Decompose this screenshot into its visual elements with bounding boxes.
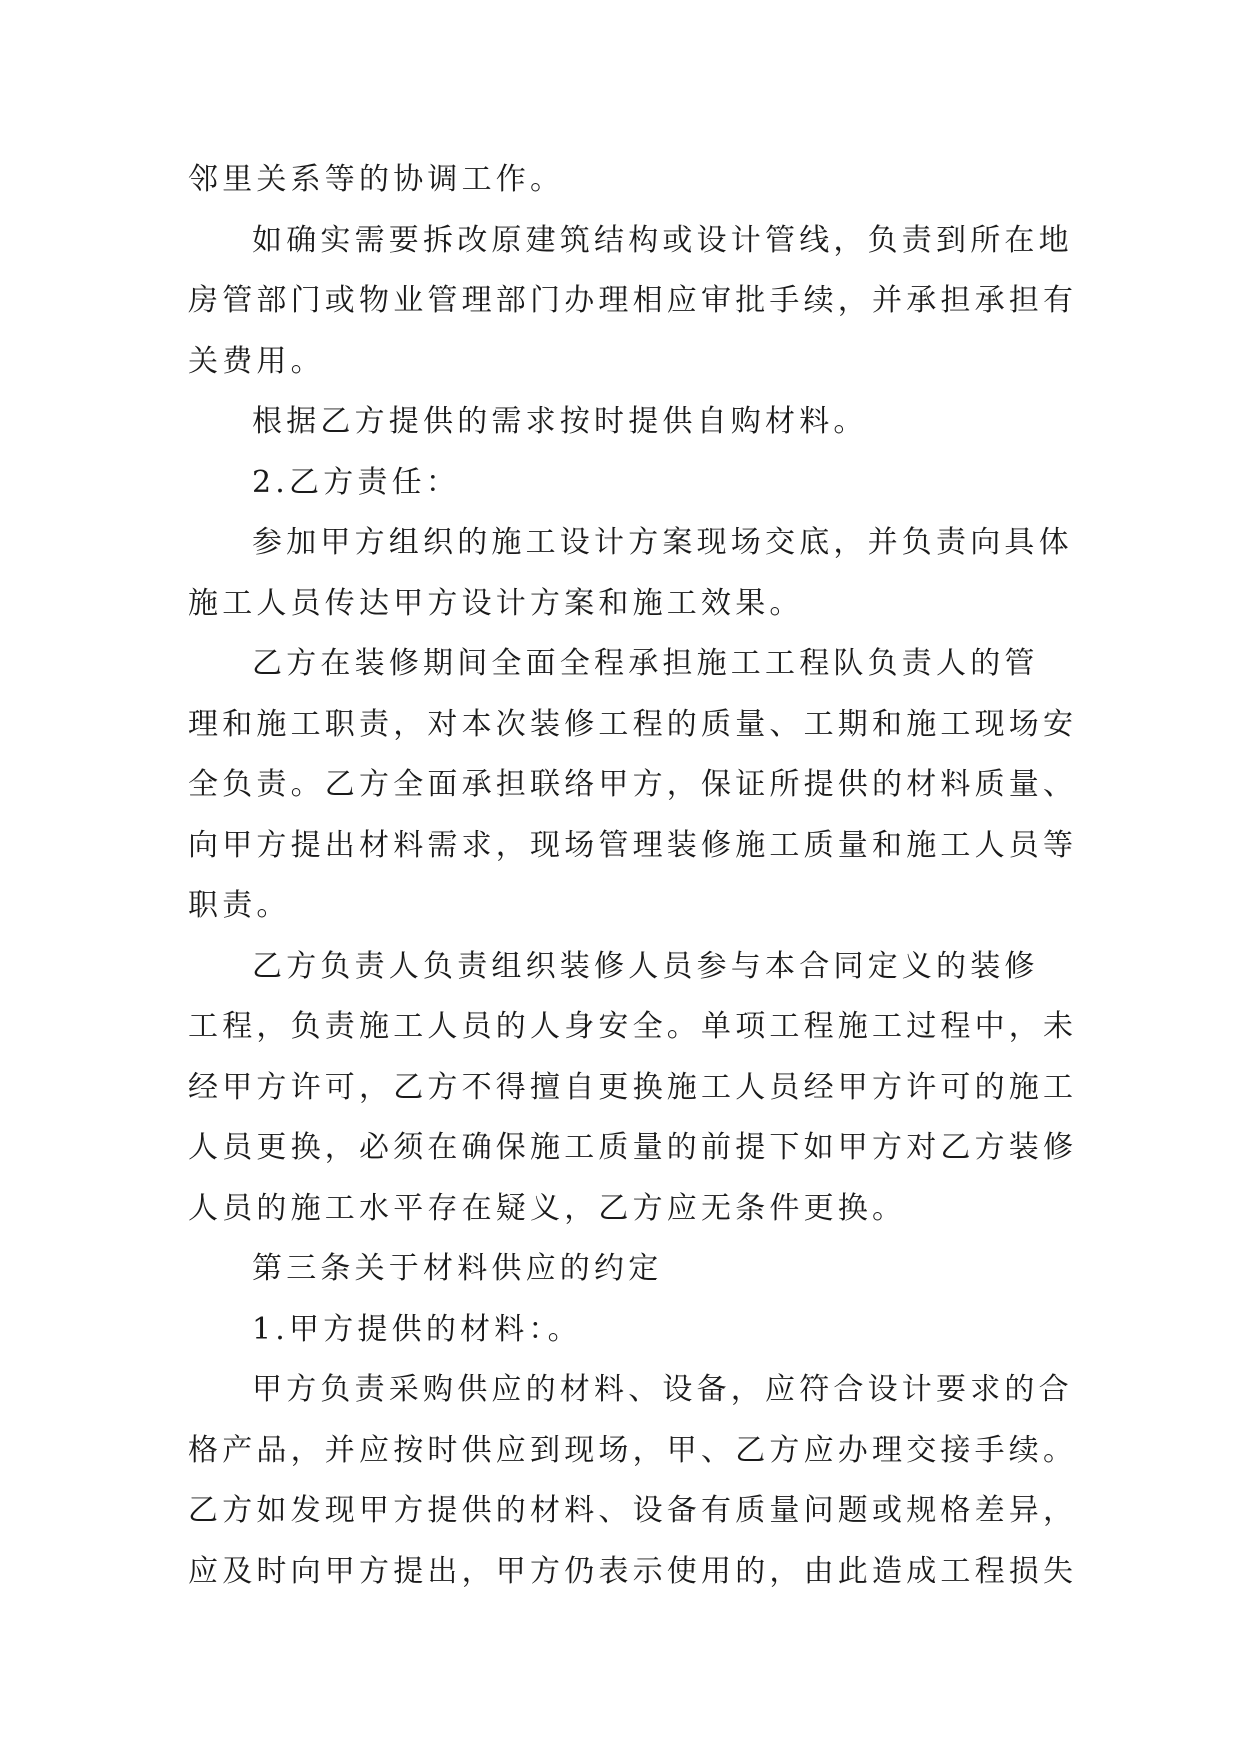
paragraph xyxy=(188,392,1068,453)
text-line: 1.甲方提供的材料：。 xyxy=(252,1311,582,1347)
text-line: 根据乙方提供的需求按时提供自购材料。 xyxy=(252,404,868,439)
text-line: 如确实需要拆改原建筑结构或设计管线，负责到所在地 xyxy=(252,222,1073,258)
paragraph xyxy=(188,150,1068,211)
text-line: 乙方在装修期间全面全程承担施工工程队负责人的管 xyxy=(252,646,1039,681)
paragraph xyxy=(188,211,1078,393)
text-line: 职责。 xyxy=(188,888,291,923)
text-line: 理和施工职责，对本次装修工程的质量、工期和施工现场安 xyxy=(188,706,1078,742)
text-line: 2.乙方责任： xyxy=(252,464,461,500)
text-line: 向甲方提出材料需求，现场管理装修施工质量和施工人员等 xyxy=(188,827,1078,863)
text-line: 工程，负责施工人员的人身安全。单项工程施工过程中，未 xyxy=(188,1009,1078,1044)
document-body xyxy=(188,150,1078,1602)
text-line: 乙方负责人负责组织装修人员参与本合同定义的装修 xyxy=(252,948,1039,984)
text-line: 乙方如发现甲方提供的材料、设备有质量问题或规格差异， xyxy=(188,1493,1078,1528)
text-line: 应及时向甲方提出，甲方仍表示使用的，由此造成工程损失 xyxy=(188,1553,1078,1589)
text-line: 房管部门或物业管理部门办理相应审批手续，并承担承担有 xyxy=(188,283,1078,318)
text-line: 邻里关系等的协调工作。 xyxy=(188,162,565,197)
text-line: 第三条关于材料供应的约定 xyxy=(252,1251,663,1286)
text-line: 格产品，并应按时供应到现场，甲、乙方应办理交接手续。 xyxy=(188,1432,1078,1468)
section-heading xyxy=(188,1239,1068,1300)
text-line: 全负责。乙方全面承担联络甲方，保证所提供的材料质量、 xyxy=(188,767,1078,802)
section-heading xyxy=(188,1300,1068,1361)
text-line: 甲方负责采购供应的材料、设备，应符合设计要求的合 xyxy=(252,1372,1073,1407)
paragraph xyxy=(188,634,1078,937)
text-line: 参加甲方组织的施工设计方案现场交底，并负责向具体 xyxy=(252,525,1073,560)
text-line: 关费用。 xyxy=(188,343,325,379)
text-line: 人员的施工水平存在疑义，乙方应无条件更换。 xyxy=(188,1190,907,1226)
paragraph xyxy=(188,937,1078,1240)
section-heading xyxy=(188,453,1068,514)
paragraph xyxy=(188,1360,1078,1602)
text-line: 施工人员传达甲方设计方案和施工效果。 xyxy=(188,585,804,621)
text-line: 经甲方许可，乙方不得擅自更换施工人员经甲方许可的施工 xyxy=(188,1069,1078,1105)
text-line: 人员更换，必须在确保施工质量的前提下如甲方对乙方装修 xyxy=(188,1130,1078,1165)
paragraph xyxy=(188,513,1073,634)
